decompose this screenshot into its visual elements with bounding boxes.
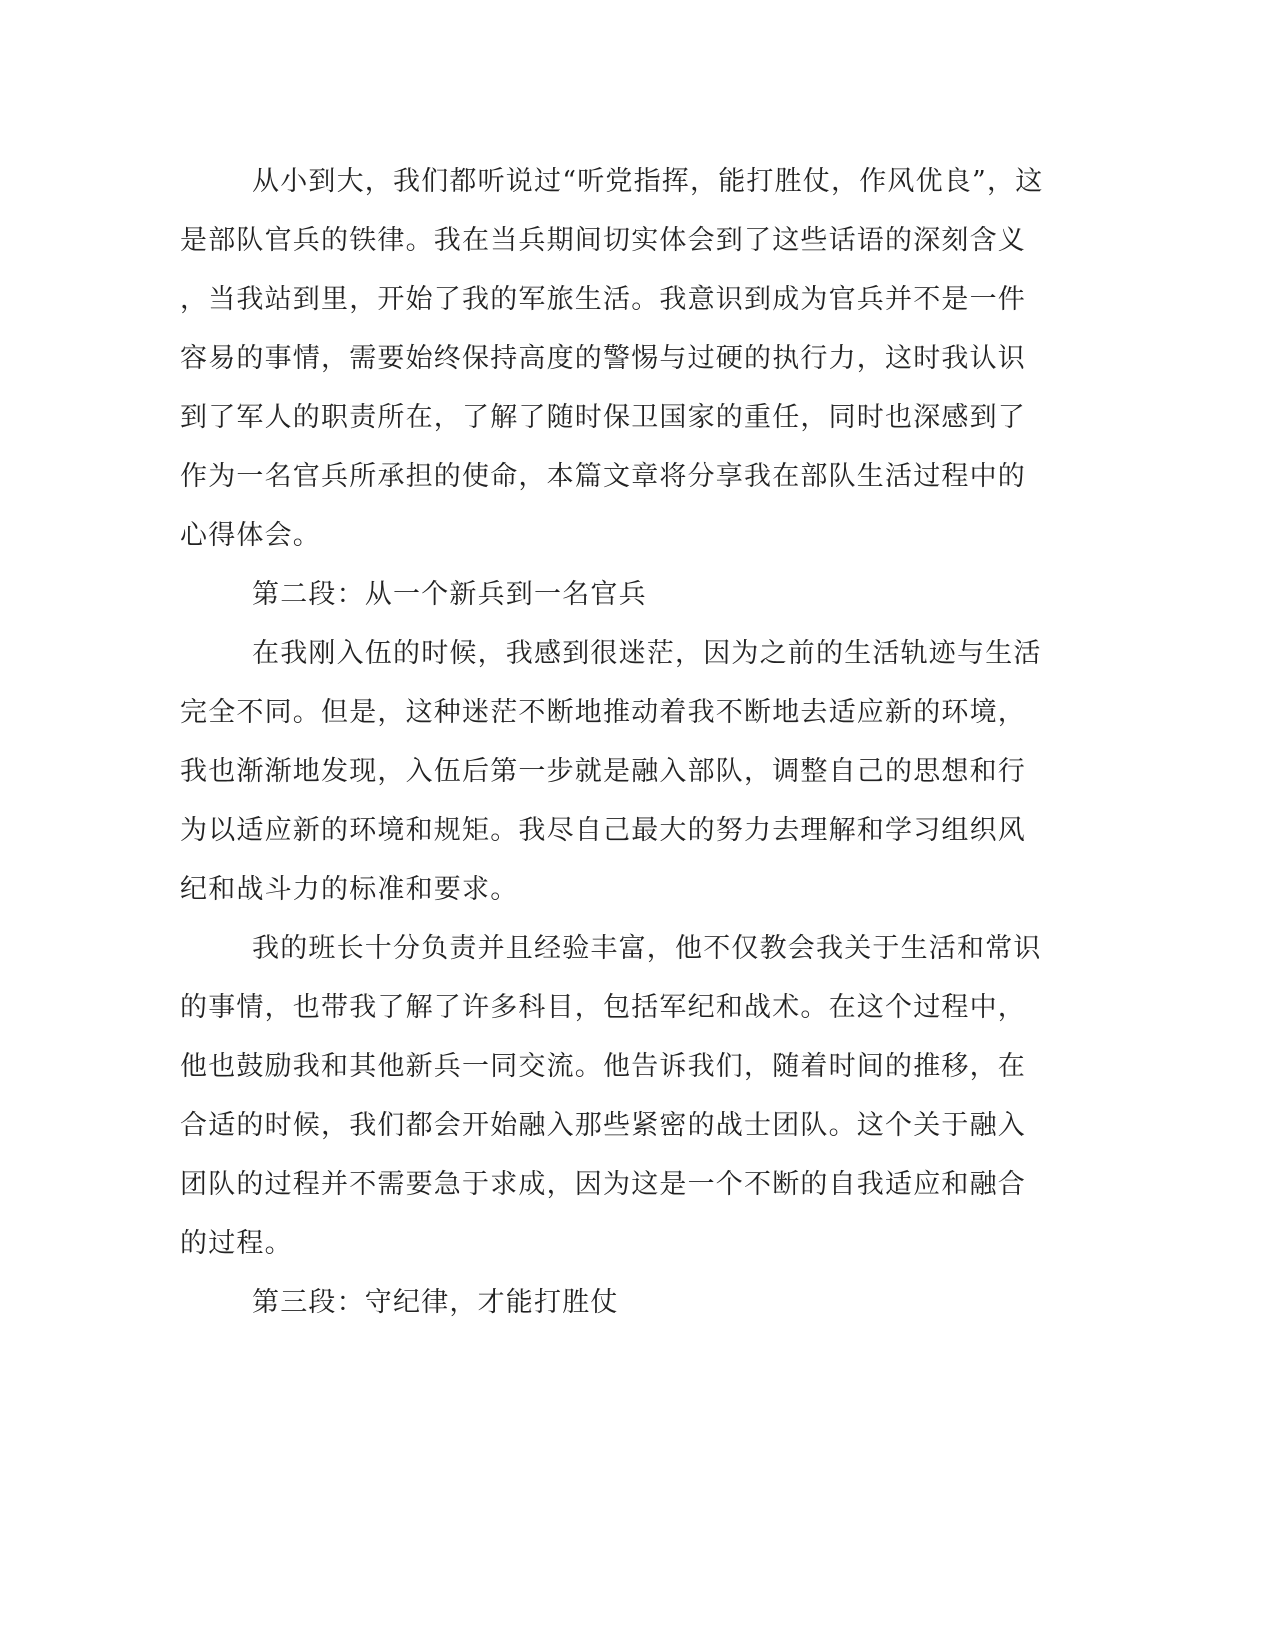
text-line: 为以适应新的环境和规矩。我尽自己最大的努力去理解和学习组织风 — [180, 815, 1026, 846]
text-line: 容易的事情，需要始终保持高度的警惕与过硬的执行力，这时我认识 — [180, 343, 1026, 374]
text-line: 的过程。 — [180, 1228, 293, 1259]
text-line: 在我刚入伍的时候，我感到很迷茫，因为之前的生活轨迹与生活 — [252, 638, 1042, 669]
text-line: 到了军人的职责所在，了解了随时保卫国家的重任，同时也深感到了 — [180, 402, 1026, 433]
text-line: 作为一名官兵所承担的使命，本篇文章将分享我在部队生活过程中的 — [180, 461, 1026, 492]
text-line: 我的班长十分负责并且经验丰富，他不仅教会我关于生活和常识 — [252, 933, 1042, 964]
text-line: 他也鼓励我和其他新兵一同交流。他告诉我们，随着时间的推移，在 — [180, 1051, 1026, 1082]
text-line: 合适的时候，我们都会开始融入那些紧密的战士团队。这个关于融入 — [180, 1110, 1026, 1141]
text-line: 从小到大，我们都听说过“听党指挥，能打胜仗，作风优良”，这 — [252, 166, 1044, 197]
text-line: 团队的过程并不需要急于求成，因为这是一个不断的自我适应和融合 — [180, 1169, 1026, 1200]
text-line: 我也渐渐地发现，入伍后第一步就是融入部队，调整自己的思想和行 — [180, 756, 1026, 787]
text-line: ，当我站到里，开始了我的军旅生活。我意识到成为官兵并不是一件 — [180, 284, 1026, 315]
text-line: 是部队官兵的铁律。我在当兵期间切实体会到了这些话语的深刻含义 — [180, 225, 1026, 256]
text-line: 完全不同。但是，这种迷茫不断地推动着我不断地去适应新的环境， — [180, 697, 1026, 728]
section-heading: 第三段：守纪律，才能打胜仗 — [252, 1287, 619, 1318]
section-heading: 第二段：从一个新兵到一名官兵 — [252, 579, 647, 610]
text-line: 纪和战斗力的标准和要求。 — [180, 874, 519, 905]
document-body — [180, 152, 1044, 1332]
text-line: 的事情，也带我了解了许多科目，包括军纪和战术。在这个过程中， — [180, 992, 1026, 1023]
text-line: 心得体会。 — [180, 520, 321, 551]
